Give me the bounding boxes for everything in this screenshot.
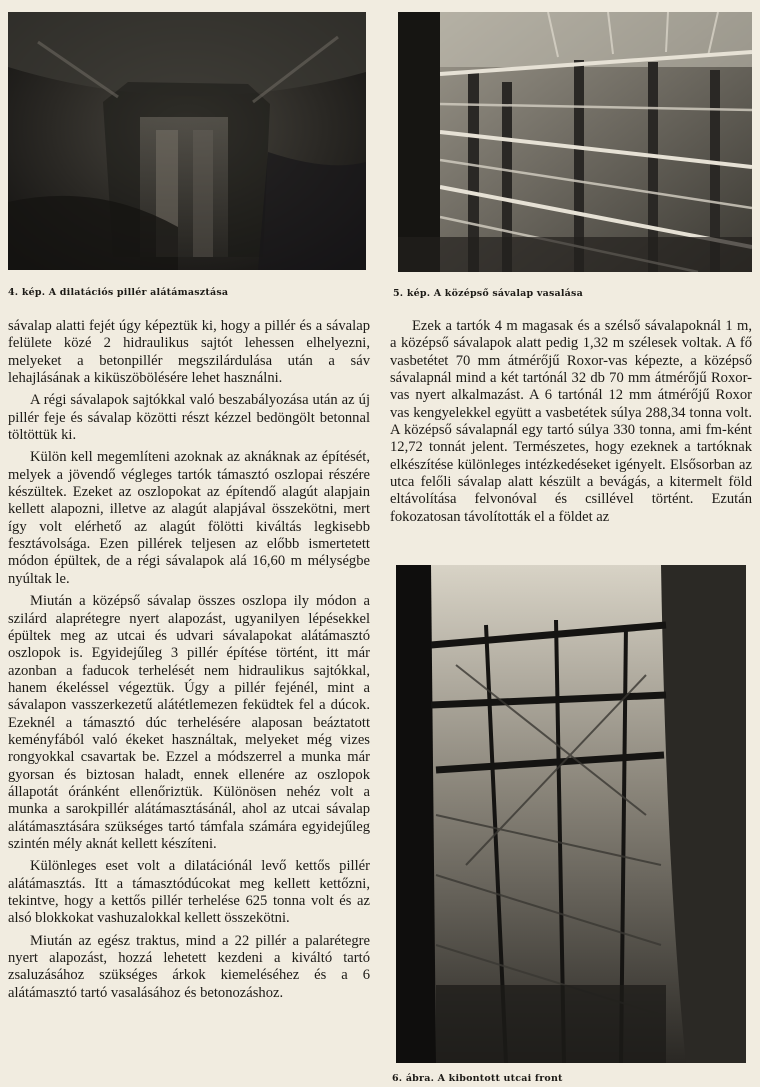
paragraph: A régi sávalapok sajtókkal való beszabályozása után az új pillér feje és sávalap közötti részt kézzel bedöngölt betonnal töltöttük ki.	[8, 392, 370, 444]
figure-caption: 6. ábra. A kibontott utcai front	[392, 1073, 563, 1084]
paragraph: Ezek a tartók 4 m magasak és a szélső sávalapoknál 1 m, a középső sávalapok alatt pedig 1,32 m szélesek voltak. A fő vasbetétet 70 mm átmérőjű Roxor-vas képezte, a középső sávalapnál mind a két tartónál 32 db 70 mm átmérőjű Roxor-vas nyert alkalmazást. A 6 tartónál 12 mm átmérőjű Roxor vas kengyelekkel együtt a vasbetétek súlya 288,34 tonna volt. A középső sávalapnál egy tartó súlya 330 tonna, ami fm-ként 12,72 tonnát jelent. Természetes, hogy ezeknek a tartóknak elkészítése különleges intézkedéseket igényelt. Elsősorban az utca felőli sávalap alatt készült a bevágás, a kitermelt föld eltávolítása felvonóval és csillével történt. Ezután fokozatosan távolították el a földet az	[390, 318, 752, 525]
left-text-column	[8, 318, 370, 1007]
paragraph: Miután a középső sávalap összes oszlopa ily módon a szilárd alaprétegre nyert alapozást, ugyanilyen lépésekkel épültek meg az utcai és udvari sávalapokat alátámasztó oszlopok is. Egyidejűleg 3 pillér építése történt, itt már azonban a faducok terhelését nem hidraulikus sajtókkal, hanem ékeléssel végeztük. Úgy a pillér fejénél, mint a sávalapon vasszerkezetű alátétlemezen feküdtek fel a dúcok. Ezeknél a támasztó dúc terhelésére alaposan beáztatott keményfából való ékeket használtak, melyeket még vizes rongyokkal csavartak be. Ezzel a módszerrel a munka már gyorsan és biztosan haladt, ennek ellenére az oszlopok állapotát óránként ellenőriztük. Különösen nehéz volt a munka a sarokpillér alátámasztásánál, ahol az utcai sávalap alátámasztására szükséges tartó támfala számára egyidejűleg szintén mély aknát kellett készíteni.	[8, 593, 370, 852]
photo-pillar-support	[8, 12, 366, 270]
paragraph: Különleges eset volt a dilatációnál levő kettős pillér alátámasztás. Itt a támasztódúcokat meg kellett kettőzni, tekintve, hogy a kettős pillér terhelése 625 tonna volt és az alsó blokkokat vashuzalokkal kellett összekötni.	[8, 858, 370, 927]
paragraph: sávalap alatti fejét úgy képeztük ki, hogy a pillér és a sávalap felülete közé 2 hidraulikus sajtót lehessen elhelyezni, melyeket a betonpillér megszilárdulása után a sáv lehajlásának a kiküszöbölésére lehet használni.	[8, 318, 370, 387]
photo-beam-reinforcement	[398, 12, 752, 272]
paragraph: Miután az egész traktus, mind a 22 pillér a palarétegre nyert alapozást, hozzá lehetett kezdeni a kiváltó tartó zsaluzásához szükséges árkok kiemeléséhez és a 6 alátámasztó tartó vasalásához és betonozáshoz.	[8, 932, 370, 1001]
right-text-column	[390, 318, 752, 531]
figure-caption: 4. kép. A dilatációs pillér alátámasztása	[8, 287, 229, 298]
paragraph: Külön kell megemlíteni azoknak az aknáknak az építését, melyek a jövendő végleges tartók támasztó oszlopai részére készültek. Ezeket az oszlopokat az építendő alagút alapjain kellett alapozni, illetve az alagút alapjával összekötni, mert így volt elérhető az alagút fölötti kiváltás legkisebb fesztávolsága. Ezen pillérek teljesen az előbb ismertetett módon épültek, de a régi sávalapok alá 16,60 m mélységbe nyúltak le.	[8, 449, 370, 587]
photo-street-front	[396, 565, 746, 1063]
figure-caption: 5. kép. A középső sávalap vasalása	[393, 288, 583, 299]
